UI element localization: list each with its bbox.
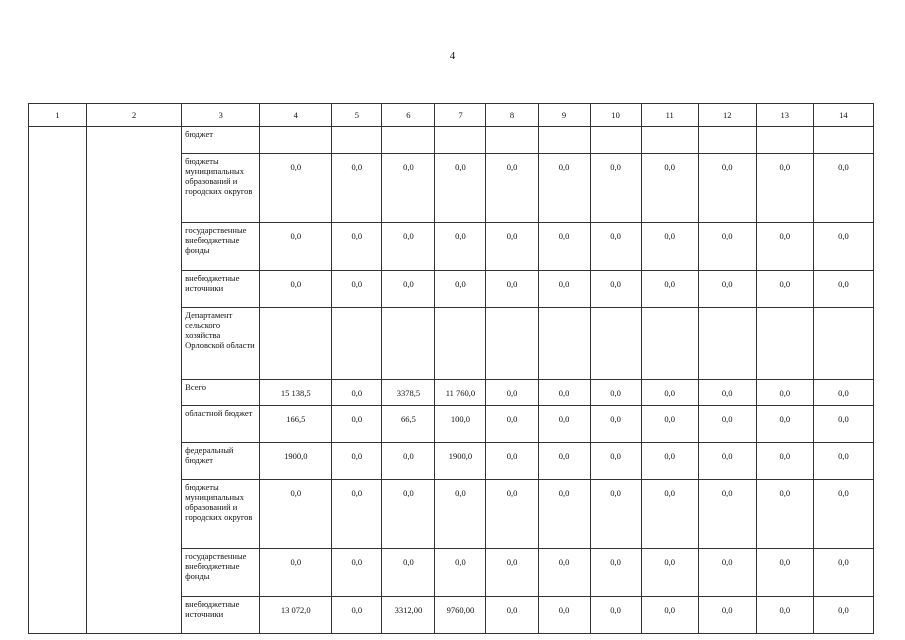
- value-cell: 0,0: [260, 271, 332, 308]
- value-cell: 0,0: [332, 443, 382, 480]
- value-cell: 66,5: [382, 406, 435, 443]
- value-cell: 0,0: [813, 406, 873, 443]
- value-cell: 0,0: [332, 380, 382, 406]
- value-cell: [332, 308, 382, 380]
- value-cell: 0,0: [435, 271, 486, 308]
- value-cell: 0,0: [641, 480, 698, 549]
- value-cell: 0,0: [756, 443, 813, 480]
- row-label: бюджет: [182, 127, 260, 154]
- value-cell: 0,0: [813, 480, 873, 549]
- header-cell: 6: [382, 104, 435, 127]
- value-cell: 0,0: [641, 271, 698, 308]
- header-cell: 2: [87, 104, 182, 127]
- row-label: внебюджетные источники: [182, 597, 260, 634]
- value-cell: 0,0: [435, 223, 486, 271]
- value-cell: 0,0: [486, 597, 538, 634]
- value-cell: 3378,5: [382, 380, 435, 406]
- row-label: областной бюджет: [182, 406, 260, 443]
- value-cell: 0,0: [698, 380, 756, 406]
- budget-table: [28, 103, 874, 634]
- value-cell: 0,0: [590, 271, 641, 308]
- value-cell: 0,0: [382, 271, 435, 308]
- value-cell: 0,0: [590, 154, 641, 223]
- value-cell: 0,0: [486, 271, 538, 308]
- value-cell: 0,0: [538, 380, 590, 406]
- value-cell: [382, 127, 435, 154]
- value-cell: 0,0: [332, 406, 382, 443]
- value-cell: [813, 127, 873, 154]
- value-cell: 0,0: [538, 549, 590, 597]
- value-cell: 0,0: [332, 271, 382, 308]
- header-row: [29, 104, 874, 127]
- value-cell: 0,0: [590, 443, 641, 480]
- value-cell: 166,5: [260, 406, 332, 443]
- value-cell: 1900,0: [260, 443, 332, 480]
- page-number: 4: [449, 50, 456, 62]
- value-cell: 0,0: [486, 380, 538, 406]
- value-cell: 0,0: [698, 480, 756, 549]
- value-cell: 0,0: [698, 223, 756, 271]
- value-cell: [486, 308, 538, 380]
- value-cell: 0,0: [435, 154, 486, 223]
- value-cell: 0,0: [486, 443, 538, 480]
- value-cell: 0,0: [332, 597, 382, 634]
- value-cell: 0,0: [332, 480, 382, 549]
- value-cell: [641, 308, 698, 380]
- value-cell: 0,0: [590, 223, 641, 271]
- header-cell: 8: [486, 104, 538, 127]
- value-cell: 0,0: [756, 549, 813, 597]
- header-cell: 14: [813, 104, 873, 127]
- column-1-cell: [29, 127, 87, 634]
- header-cell: 5: [332, 104, 382, 127]
- value-cell: 0,0: [813, 154, 873, 223]
- value-cell: 1900,0: [435, 443, 486, 480]
- header-cell: 9: [538, 104, 590, 127]
- value-cell: 0,0: [641, 549, 698, 597]
- value-cell: 0,0: [332, 223, 382, 271]
- value-cell: 0,0: [382, 549, 435, 597]
- value-cell: 9760,00: [435, 597, 486, 634]
- row-label: внебюджетные источники: [182, 271, 260, 308]
- value-cell: 0,0: [698, 406, 756, 443]
- value-cell: 0,0: [641, 380, 698, 406]
- value-cell: 0,0: [813, 271, 873, 308]
- value-cell: 0,0: [756, 223, 813, 271]
- header-cell: 11: [641, 104, 698, 127]
- value-cell: 0,0: [590, 480, 641, 549]
- header-cell: 4: [260, 104, 332, 127]
- value-cell: 0,0: [538, 443, 590, 480]
- value-cell: 0,0: [538, 597, 590, 634]
- value-cell: 0,0: [486, 480, 538, 549]
- column-2-cell: [87, 127, 182, 634]
- row-label: бюджеты муниципальных образований и городских округов: [182, 154, 260, 223]
- value-cell: 0,0: [590, 549, 641, 597]
- value-cell: [641, 127, 698, 154]
- value-cell: 15 138,5: [260, 380, 332, 406]
- value-cell: [435, 308, 486, 380]
- value-cell: 0,0: [756, 380, 813, 406]
- value-cell: 0,0: [435, 480, 486, 549]
- value-cell: [756, 127, 813, 154]
- value-cell: [590, 308, 641, 380]
- value-cell: 0,0: [641, 223, 698, 271]
- value-cell: [538, 308, 590, 380]
- row-label: Всего: [182, 380, 260, 406]
- value-cell: 0,0: [538, 271, 590, 308]
- value-cell: [260, 308, 332, 380]
- value-cell: 0,0: [590, 380, 641, 406]
- value-cell: 0,0: [332, 154, 382, 223]
- header-cell: 3: [182, 104, 260, 127]
- row-label: государственные внебюджетные фонды: [182, 549, 260, 597]
- row-label: бюджеты муниципальных образований и городских округов: [182, 480, 260, 549]
- value-cell: 0,0: [486, 154, 538, 223]
- value-cell: 0,0: [538, 223, 590, 271]
- value-cell: 0,0: [698, 154, 756, 223]
- value-cell: 13 072,0: [260, 597, 332, 634]
- value-cell: 0,0: [813, 549, 873, 597]
- value-cell: 0,0: [260, 480, 332, 549]
- value-cell: 0,0: [486, 549, 538, 597]
- value-cell: 0,0: [756, 597, 813, 634]
- row-label: государственные внебюджетные фонды: [182, 223, 260, 271]
- value-cell: 0,0: [756, 154, 813, 223]
- value-cell: 0,0: [813, 443, 873, 480]
- value-cell: 100,0: [435, 406, 486, 443]
- value-cell: 0,0: [486, 223, 538, 271]
- value-cell: [332, 127, 382, 154]
- value-cell: 0,0: [382, 223, 435, 271]
- value-cell: 11 760,0: [435, 380, 486, 406]
- value-cell: 0,0: [813, 223, 873, 271]
- value-cell: 0,0: [382, 154, 435, 223]
- value-cell: 0,0: [590, 597, 641, 634]
- value-cell: 0,0: [698, 549, 756, 597]
- value-cell: 0,0: [641, 406, 698, 443]
- row-label: Департамент сельского хозяйства Орловской области: [182, 308, 260, 380]
- value-cell: 0,0: [641, 597, 698, 634]
- header-cell: 7: [435, 104, 486, 127]
- value-cell: 0,0: [698, 443, 756, 480]
- header-cell: 10: [590, 104, 641, 127]
- value-cell: [698, 308, 756, 380]
- value-cell: 0,0: [260, 549, 332, 597]
- value-cell: [382, 308, 435, 380]
- value-cell: 0,0: [813, 380, 873, 406]
- value-cell: 0,0: [641, 443, 698, 480]
- value-cell: 0,0: [698, 271, 756, 308]
- table-row: [29, 127, 874, 154]
- value-cell: [260, 127, 332, 154]
- value-cell: [756, 308, 813, 380]
- value-cell: 0,0: [590, 406, 641, 443]
- value-cell: 0,0: [435, 549, 486, 597]
- value-cell: [813, 308, 873, 380]
- header-cell: 13: [756, 104, 813, 127]
- value-cell: [538, 127, 590, 154]
- row-label: федеральный бюджет: [182, 443, 260, 480]
- value-cell: 0,0: [756, 480, 813, 549]
- value-cell: [590, 127, 641, 154]
- header-cell: 1: [29, 104, 87, 127]
- value-cell: 0,0: [538, 406, 590, 443]
- value-cell: 0,0: [756, 271, 813, 308]
- value-cell: 0,0: [538, 154, 590, 223]
- value-cell: [486, 127, 538, 154]
- value-cell: [698, 127, 756, 154]
- value-cell: 0,0: [260, 223, 332, 271]
- value-cell: 0,0: [260, 154, 332, 223]
- value-cell: 3312,00: [382, 597, 435, 634]
- value-cell: 0,0: [813, 597, 873, 634]
- value-cell: 0,0: [698, 597, 756, 634]
- value-cell: 0,0: [538, 480, 590, 549]
- value-cell: 0,0: [756, 406, 813, 443]
- value-cell: 0,0: [382, 443, 435, 480]
- value-cell: 0,0: [641, 154, 698, 223]
- value-cell: 0,0: [486, 406, 538, 443]
- header-cell: 12: [698, 104, 756, 127]
- value-cell: 0,0: [332, 549, 382, 597]
- value-cell: 0,0: [382, 480, 435, 549]
- value-cell: [435, 127, 486, 154]
